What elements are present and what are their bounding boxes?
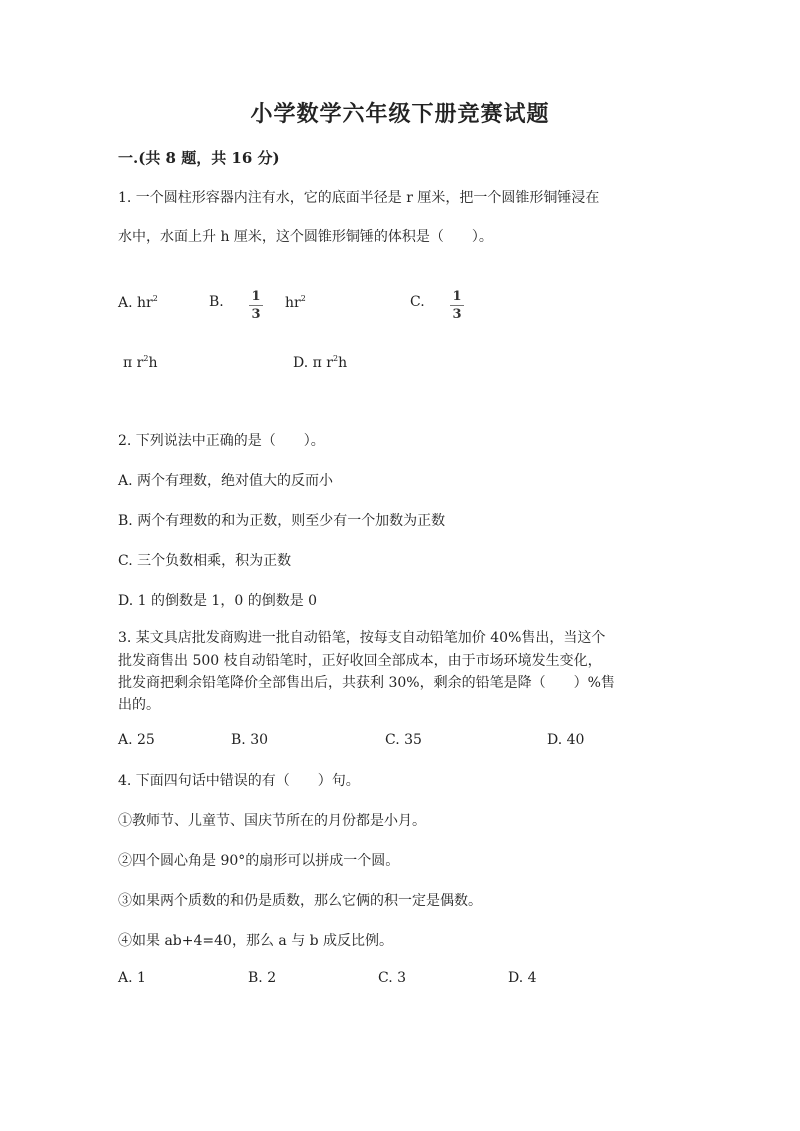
q3-stem-line3: 批发商把剩余铅笔降价全部售出后，共获利 30%，剩余的铅笔是降（ ）%售 xyxy=(118,675,615,691)
q1-option-b-expr xyxy=(285,294,306,311)
q1-option-d-tail: h xyxy=(338,355,348,371)
q3-option-a: A. 25 xyxy=(118,732,155,748)
q1-option-b-label: B. xyxy=(209,294,224,310)
page-title: 小学数学六年级下册竞赛试题 xyxy=(250,101,550,127)
q1-option-c-cont-text: π r xyxy=(123,355,144,371)
q1-stem-line1: 1. 一个圆柱形容器内注有水，它的底面半径是 r 厘米，把一个圆锥形铜锤浸在 xyxy=(118,190,600,206)
q4-statement-4: ④如果 ab+4=40，那么 a 与 b 成反比例。 xyxy=(118,933,394,949)
q4-option-b: B. 2 xyxy=(248,970,277,986)
fraction-numerator: 1 xyxy=(452,289,462,304)
fraction-numerator: 1 xyxy=(251,289,261,304)
q1-option-d-sup: 2 xyxy=(332,354,339,363)
q1-option-b-sup: 2 xyxy=(300,294,306,303)
q1-option-d xyxy=(293,354,347,371)
q3-option-d: D. 40 xyxy=(547,732,585,748)
q2-option-a: A. 两个有理数，绝对值大的反而小 xyxy=(118,473,334,489)
fraction-denominator: 3 xyxy=(452,307,462,322)
q1-option-a xyxy=(118,294,158,311)
q1-option-c-label: C. xyxy=(410,294,425,310)
q4-option-a: A. 1 xyxy=(118,970,146,986)
q3-option-b: B. 30 xyxy=(231,732,269,748)
q3-stem-line2: 批发商售出 500 枝自动铅笔时，正好收回全部成本，由于市场环境发生变化， xyxy=(118,653,602,669)
q3-stem-line1: 3. 某文具店批发商购进一批自动铅笔，按每支自动铅笔加价 40%售出，当这个 xyxy=(118,630,606,646)
fraction-bar xyxy=(249,305,263,306)
q4-stem: 4. 下面四句话中错误的有（ ）句。 xyxy=(118,773,360,789)
section-heading: 一.(共 8 题，共 16 分) xyxy=(118,149,280,167)
q1-option-c-fraction xyxy=(449,290,465,321)
q2-option-c: C. 三个负数相乘，积为正数 xyxy=(118,553,292,569)
q2-stem: 2. 下列说法中正确的是（ ）。 xyxy=(118,433,325,449)
fraction-bar xyxy=(450,305,464,306)
q1-stem-line2: 水中，水面上升 h 厘米，这个圆锥形铜锤的体积是（ ）。 xyxy=(118,229,493,245)
q2-option-b: B. 两个有理数的和为正数，则至少有一个加数为正数 xyxy=(118,513,446,529)
q1-option-c-continued xyxy=(123,354,157,371)
q4-option-c: C. 3 xyxy=(378,970,407,986)
q1-option-b-expr-text: hr xyxy=(285,295,301,311)
q1-option-c-cont-sup: 2 xyxy=(143,354,149,363)
q3-stem-line4: 出的。 xyxy=(118,697,160,713)
q4-statement-2: ②四个圆心角是 90°的扇形可以拼成一个圆。 xyxy=(118,853,400,869)
q1-option-a-text: A. hr xyxy=(118,295,153,311)
q1-option-d-text: D. π r xyxy=(293,355,333,371)
q4-option-d: D. 4 xyxy=(508,970,537,986)
q1-option-c-cont-tail: h xyxy=(148,355,158,371)
q4-statement-3: ③如果两个质数的和仍是质数，那么它俩的积一定是偶数。 xyxy=(118,893,482,909)
q1-option-b-fraction xyxy=(248,290,264,321)
fraction-denominator: 3 xyxy=(251,307,261,322)
q3-option-c: C. 35 xyxy=(385,732,422,748)
q1-option-a-sup: 2 xyxy=(152,294,158,303)
q4-statement-1: ①教师节、儿童节、国庆节所在的月份都是小月。 xyxy=(118,813,426,829)
q2-option-d: D. 1 的倒数是 1，0 的倒数是 0 xyxy=(118,593,318,609)
